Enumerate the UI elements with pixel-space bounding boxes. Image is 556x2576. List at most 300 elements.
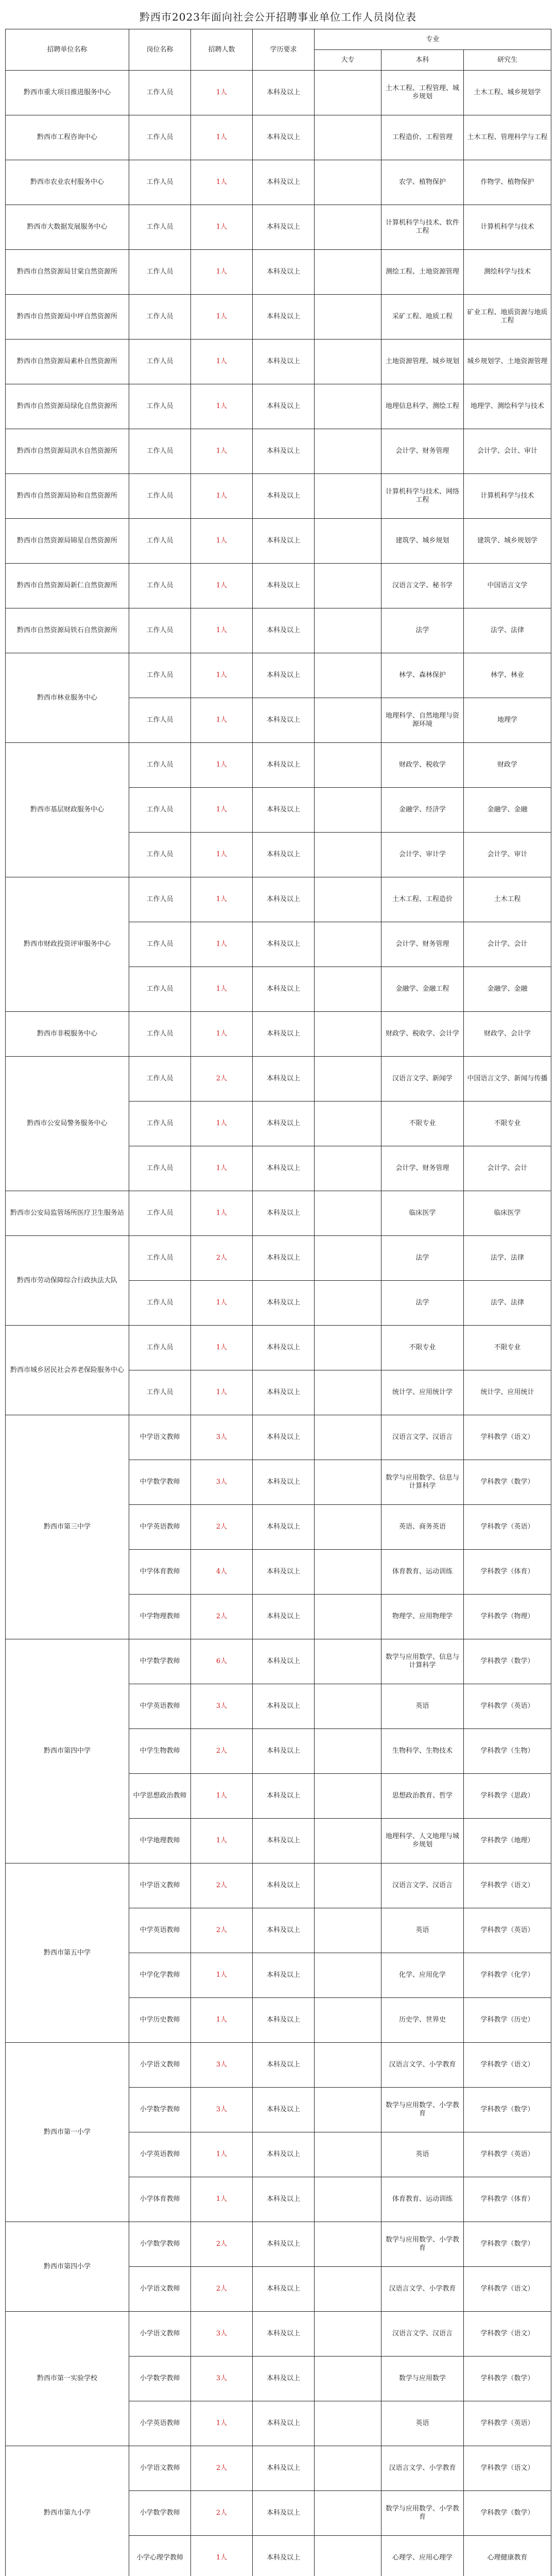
table-row <box>6 384 551 429</box>
unit-name-cell: 黔西市自然资源局绿化自然资源所 <box>6 384 129 429</box>
unit-name-cell: 黔西市自然资源局锦星自然资源所 <box>6 519 129 564</box>
headcount-cell: 1人 <box>191 160 253 205</box>
education-cell: 本科及以上 <box>253 1550 315 1595</box>
post-name-cell: 工作人员 <box>129 1012 191 1057</box>
headcount-cell: 1人 <box>191 205 253 250</box>
table-row <box>6 1236 551 1281</box>
post-name-cell: 工作人员 <box>129 1146 191 1191</box>
headcount-cell: 1人 <box>191 608 253 653</box>
education-cell: 本科及以上 <box>253 1774 315 1819</box>
headcount-cell: 1人 <box>191 922 253 967</box>
major-dazhuan-cell <box>315 2536 381 2576</box>
major-benke-cell: 英语 <box>381 1684 464 1729</box>
major-dazhuan-cell <box>315 2222 381 2267</box>
unit-name-cell: 黔西市财政投资评审服务中心 <box>6 877 129 1012</box>
education-cell: 本科及以上 <box>253 1281 315 1326</box>
major-yanjiusheng-cell: 学科教学（数学） <box>464 1639 551 1684</box>
education-cell: 本科及以上 <box>253 2491 315 2536</box>
headcount-cell: 1人 <box>191 1998 253 2043</box>
unit-name-cell: 黔西市第一小学 <box>6 2043 129 2222</box>
major-benke-cell: 思想政治教育、哲学 <box>381 1774 464 1819</box>
major-benke-cell: 计算机科学与技术、软件工程 <box>381 205 464 250</box>
major-dazhuan-cell <box>315 922 381 967</box>
table-row <box>6 564 551 608</box>
major-dazhuan-cell <box>315 2177 381 2222</box>
major-dazhuan-cell <box>315 2043 381 2088</box>
major-benke-cell: 建筑学、城乡规划 <box>381 519 464 564</box>
major-dazhuan-cell <box>315 1370 381 1415</box>
education-cell: 本科及以上 <box>253 295 315 340</box>
unit-name-cell: 黔西市林业服务中心 <box>6 653 129 743</box>
table-row <box>6 250 551 295</box>
major-dazhuan-cell <box>315 1460 381 1505</box>
major-yanjiusheng-cell: 城乡规划学、土地资源管理 <box>464 340 551 384</box>
major-dazhuan-cell <box>315 2446 381 2491</box>
unit-name-cell: 黔西市自然资源局铁石自然资源所 <box>6 608 129 653</box>
headcount-cell: 2人 <box>191 2446 253 2491</box>
unit-name-cell: 黔西市第四小学 <box>6 2222 129 2312</box>
table-row <box>6 474 551 519</box>
major-yanjiusheng-cell: 学科教学（英语） <box>464 2132 551 2177</box>
major-yanjiusheng-cell: 中国语言文学 <box>464 564 551 608</box>
unit-name-cell: 黔西市工程咨询中心 <box>6 115 129 160</box>
major-yanjiusheng-cell: 学科教学（生物） <box>464 1729 551 1774</box>
headcount-cell: 1人 <box>191 1012 253 1057</box>
headcount-cell: 1人 <box>191 1101 253 1146</box>
major-benke-cell: 体育教育、运动训练 <box>381 2177 464 2222</box>
major-yanjiusheng-cell: 学科教学（英语） <box>464 1684 551 1729</box>
major-yanjiusheng-cell: 学科教学（语文） <box>464 2446 551 2491</box>
major-benke-cell: 数学与应用数学、小学教育 <box>381 2491 464 2536</box>
major-yanjiusheng-cell: 中国语言文学、新闻与传播 <box>464 1057 551 1101</box>
major-dazhuan-cell <box>315 1998 381 2043</box>
major-dazhuan-cell <box>315 2312 381 2357</box>
major-benke-cell: 生物科学、生物技术 <box>381 1729 464 1774</box>
post-name-cell: 小学语文教师 <box>129 2043 191 2088</box>
headcount-cell: 2人 <box>191 2222 253 2267</box>
education-cell: 本科及以上 <box>253 2088 315 2132</box>
major-benke-cell: 地理信息科学、测绘工程 <box>381 384 464 429</box>
major-benke-cell: 地理科学、自然地理与资源环境 <box>381 698 464 743</box>
unit-name-cell: 黔西市公安局警务服务中心 <box>6 1057 129 1191</box>
page-title: 黔西市2023年面向社会公开招聘事业单位工作人员岗位表 <box>140 11 416 23</box>
education-cell: 本科及以上 <box>253 205 315 250</box>
major-yanjiusheng-cell: 学科教学（英语） <box>464 2401 551 2446</box>
post-name-cell: 工作人员 <box>129 1191 191 1236</box>
headcount-cell: 1人 <box>191 1819 253 1863</box>
headcount-cell: 1人 <box>191 2401 253 2446</box>
major-dazhuan-cell <box>315 71 381 115</box>
major-benke-cell: 英语 <box>381 1908 464 1953</box>
headcount-cell: 3人 <box>191 1684 253 1729</box>
major-yanjiusheng-cell: 林学、林业 <box>464 653 551 698</box>
major-benke-cell: 英语 <box>381 2401 464 2446</box>
education-cell: 本科及以上 <box>253 2177 315 2222</box>
headcount-cell: 2人 <box>191 1729 253 1774</box>
unit-name-cell: 黔西市第三中学 <box>6 1415 129 1639</box>
education-cell: 本科及以上 <box>253 340 315 384</box>
major-dazhuan-cell <box>315 2357 381 2401</box>
major-yanjiusheng-cell: 学科教学（数学） <box>464 2088 551 2132</box>
unit-name-cell: 黔西市第九小学 <box>6 2446 129 2576</box>
post-name-cell: 中学历史教师 <box>129 1998 191 2043</box>
post-name-cell: 小学语文教师 <box>129 2446 191 2491</box>
major-benke-cell: 汉语言文学、小学教育 <box>381 2267 464 2312</box>
education-cell: 本科及以上 <box>253 967 315 1012</box>
unit-name-cell: 黔西市自然资源局中坪自然资源所 <box>6 295 129 340</box>
headcount-cell: 1人 <box>191 564 253 608</box>
major-yanjiusheng-cell: 学科教学（语文） <box>464 2043 551 2088</box>
major-dazhuan-cell <box>315 2132 381 2177</box>
education-cell: 本科及以上 <box>253 877 315 922</box>
header-count: 招聘人数 <box>191 29 253 71</box>
major-yanjiusheng-cell: 会计学、会计 <box>464 1146 551 1191</box>
major-benke-cell: 不限专业 <box>381 1101 464 1146</box>
post-name-cell: 工作人员 <box>129 1370 191 1415</box>
major-yanjiusheng-cell: 会计学、会计、审计 <box>464 429 551 474</box>
education-cell: 本科及以上 <box>253 2222 315 2267</box>
header-yanjiusheng: 研究生 <box>464 50 551 71</box>
headcount-cell: 3人 <box>191 2088 253 2132</box>
headcount-cell: 2人 <box>191 2267 253 2312</box>
major-dazhuan-cell <box>315 1505 381 1550</box>
unit-name-cell: 黔西市大数据发展服务中心 <box>6 205 129 250</box>
major-yanjiusheng-cell: 统计学、应用统计 <box>464 1370 551 1415</box>
major-benke-cell: 会计学、财务管理 <box>381 922 464 967</box>
major-benke-cell: 法学 <box>381 1236 464 1281</box>
header-post: 岗位名称 <box>129 29 191 71</box>
education-cell: 本科及以上 <box>253 743 315 788</box>
table-row <box>6 340 551 384</box>
major-yanjiusheng-cell: 土木工程、管理科学与工程 <box>464 115 551 160</box>
post-name-cell: 小学数学教师 <box>129 2088 191 2132</box>
major-benke-cell: 不限专业 <box>381 1326 464 1370</box>
major-dazhuan-cell <box>315 743 381 788</box>
major-dazhuan-cell <box>315 653 381 698</box>
unit-name-cell: 黔西市基层财政服务中心 <box>6 743 129 877</box>
post-name-cell: 工作人员 <box>129 71 191 115</box>
education-cell: 本科及以上 <box>253 1863 315 1908</box>
post-name-cell: 小学英语教师 <box>129 2401 191 2446</box>
post-name-cell: 中学地理教师 <box>129 1819 191 1863</box>
unit-name-cell: 黔西市自然资源局新仁自然资源所 <box>6 564 129 608</box>
major-benke-cell: 工程造价、工程管理 <box>381 115 464 160</box>
major-benke-cell: 数学与应用数学、小学教育 <box>381 2088 464 2132</box>
major-yanjiusheng-cell: 财政学、会计学 <box>464 1012 551 1057</box>
major-benke-cell: 汉语言文学、汉语言 <box>381 1863 464 1908</box>
education-cell: 本科及以上 <box>253 653 315 698</box>
header-row-1 <box>6 29 551 50</box>
post-name-cell: 中学生物教师 <box>129 1729 191 1774</box>
post-name-cell: 工作人员 <box>129 340 191 384</box>
major-yanjiusheng-cell: 学科教学（语文） <box>464 2267 551 2312</box>
post-name-cell: 中学思想政治教师 <box>129 1774 191 1819</box>
education-cell: 本科及以上 <box>253 1326 315 1370</box>
header-major: 专业 <box>315 29 551 50</box>
headcount-cell: 2人 <box>191 1863 253 1908</box>
table-row <box>6 160 551 205</box>
post-name-cell: 工作人员 <box>129 474 191 519</box>
major-benke-cell: 汉语言文学、小学教育 <box>381 2446 464 2491</box>
unit-name-cell: 黔西市自然资源局素朴自然资源所 <box>6 340 129 384</box>
headcount-cell: 1人 <box>191 2132 253 2177</box>
major-dazhuan-cell <box>315 2088 381 2132</box>
major-yanjiusheng-cell: 学科教学（数学） <box>464 2491 551 2536</box>
headcount-cell: 2人 <box>191 1505 253 1550</box>
major-benke-cell: 数学与应用数学、信息与计算科学 <box>381 1460 464 1505</box>
education-cell: 本科及以上 <box>253 1460 315 1505</box>
headcount-cell: 1人 <box>191 295 253 340</box>
post-name-cell: 工作人员 <box>129 295 191 340</box>
major-dazhuan-cell <box>315 1146 381 1191</box>
major-dazhuan-cell <box>315 519 381 564</box>
table-row <box>6 519 551 564</box>
major-dazhuan-cell <box>315 205 381 250</box>
major-dazhuan-cell <box>315 1819 381 1863</box>
major-yanjiusheng-cell: 学科教学（化学） <box>464 1953 551 1998</box>
unit-name-cell: 黔西市重大项目推进服务中心 <box>6 71 129 115</box>
unit-name-cell: 黔西市公安局监管场所医疗卫生服务站 <box>6 1191 129 1236</box>
education-cell: 本科及以上 <box>253 1595 315 1639</box>
major-yanjiusheng-cell: 学科教学（英语） <box>464 1908 551 1953</box>
post-name-cell: 中学物理教师 <box>129 1595 191 1639</box>
headcount-cell: 1人 <box>191 698 253 743</box>
education-cell: 本科及以上 <box>253 1639 315 1684</box>
post-name-cell: 工作人员 <box>129 519 191 564</box>
headcount-cell: 1人 <box>191 1146 253 1191</box>
education-cell: 本科及以上 <box>253 429 315 474</box>
major-benke-cell: 计算机科学与技术、网络工程 <box>381 474 464 519</box>
major-dazhuan-cell <box>315 340 381 384</box>
major-dazhuan-cell <box>315 1326 381 1370</box>
major-benke-cell: 汉语言文学、小学教育 <box>381 2043 464 2088</box>
table-row <box>6 1057 551 1101</box>
header-benke: 本科 <box>381 50 464 71</box>
major-yanjiusheng-cell: 财政学 <box>464 743 551 788</box>
headcount-cell: 1人 <box>191 1953 253 1998</box>
major-dazhuan-cell <box>315 1908 381 1953</box>
headcount-cell: 2人 <box>191 1595 253 1639</box>
headcount-cell: 1人 <box>191 519 253 564</box>
major-yanjiusheng-cell: 不限专业 <box>464 1326 551 1370</box>
education-cell: 本科及以上 <box>253 1415 315 1460</box>
major-benke-cell: 汉语言文学、汉语言 <box>381 2312 464 2357</box>
major-benke-cell: 汉语言文学、汉语言 <box>381 1415 464 1460</box>
major-yanjiusheng-cell: 学科教学（语文） <box>464 1415 551 1460</box>
table-row <box>6 115 551 160</box>
major-dazhuan-cell <box>315 788 381 833</box>
headcount-cell: 1人 <box>191 474 253 519</box>
post-name-cell: 工作人员 <box>129 115 191 160</box>
major-yanjiusheng-cell: 矿业工程、地质资源与地质工程 <box>464 295 551 340</box>
major-benke-cell: 化学、应用化学 <box>381 1953 464 1998</box>
post-name-cell: 工作人员 <box>129 250 191 295</box>
headcount-cell: 3人 <box>191 2312 253 2357</box>
major-benke-cell: 财政学、税收学 <box>381 743 464 788</box>
major-dazhuan-cell <box>315 1595 381 1639</box>
major-dazhuan-cell <box>315 877 381 922</box>
major-benke-cell: 会计学、财务管理 <box>381 429 464 474</box>
headcount-cell: 4人 <box>191 1550 253 1595</box>
headcount-cell: 1人 <box>191 788 253 833</box>
major-yanjiusheng-cell: 学科教学（语文） <box>464 2312 551 2357</box>
major-yanjiusheng-cell: 土木工程、城乡规划学 <box>464 71 551 115</box>
table-row <box>6 2043 551 2088</box>
education-cell: 本科及以上 <box>253 1236 315 1281</box>
headcount-cell: 1人 <box>191 877 253 922</box>
education-cell: 本科及以上 <box>253 1819 315 1863</box>
major-benke-cell: 采矿工程、地质工程 <box>381 295 464 340</box>
major-benke-cell: 心理学、应用心理学 <box>381 2536 464 2576</box>
headcount-cell: 1人 <box>191 653 253 698</box>
major-benke-cell: 土木工程、工程造价 <box>381 877 464 922</box>
major-yanjiusheng-cell: 学科教学（语文） <box>464 1863 551 1908</box>
headcount-cell: 2人 <box>191 1908 253 1953</box>
major-yanjiusheng-cell: 学科教学（地理） <box>464 1819 551 1863</box>
major-benke-cell: 英语、商务英语 <box>381 1505 464 1550</box>
education-cell: 本科及以上 <box>253 1146 315 1191</box>
education-cell: 本科及以上 <box>253 1953 315 1998</box>
major-benke-cell: 体育教育、运动训练 <box>381 1550 464 1595</box>
headcount-cell: 1人 <box>191 1370 253 1415</box>
post-name-cell: 小学数学教师 <box>129 2357 191 2401</box>
major-dazhuan-cell <box>315 474 381 519</box>
post-name-cell: 中学数学教师 <box>129 1639 191 1684</box>
major-benke-cell: 物理学、应用物理学 <box>381 1595 464 1639</box>
education-cell: 本科及以上 <box>253 71 315 115</box>
education-cell: 本科及以上 <box>253 2446 315 2491</box>
education-cell: 本科及以上 <box>253 2536 315 2576</box>
table-row <box>6 1191 551 1236</box>
major-yanjiusheng-cell: 土木工程 <box>464 877 551 922</box>
education-cell: 本科及以上 <box>253 922 315 967</box>
major-dazhuan-cell <box>315 1057 381 1101</box>
major-yanjiusheng-cell: 学科教学（数学） <box>464 2357 551 2401</box>
table-row <box>6 2222 551 2267</box>
headcount-cell: 1人 <box>191 2177 253 2222</box>
major-benke-cell: 汉语言文学、秘书学 <box>381 564 464 608</box>
table-body <box>6 71 551 2576</box>
education-cell: 本科及以上 <box>253 1101 315 1146</box>
education-cell: 本科及以上 <box>253 833 315 877</box>
major-yanjiusheng-cell: 会计学、会计 <box>464 922 551 967</box>
post-name-cell: 工作人员 <box>129 160 191 205</box>
major-yanjiusheng-cell: 临床医学 <box>464 1191 551 1236</box>
major-dazhuan-cell <box>315 1415 381 1460</box>
major-benke-cell: 金融学、金融工程 <box>381 967 464 1012</box>
headcount-cell: 1人 <box>191 429 253 474</box>
major-benke-cell: 汉语言文学、新闻学 <box>381 1057 464 1101</box>
major-yanjiusheng-cell: 法学、法律 <box>464 608 551 653</box>
major-dazhuan-cell <box>315 115 381 160</box>
major-dazhuan-cell <box>315 1953 381 1998</box>
table-row <box>6 205 551 250</box>
post-name-cell: 小学语文教师 <box>129 2267 191 2312</box>
major-dazhuan-cell <box>315 1191 381 1236</box>
post-name-cell: 工作人员 <box>129 1326 191 1370</box>
major-dazhuan-cell <box>315 564 381 608</box>
major-benke-cell: 临床医学 <box>381 1191 464 1236</box>
major-benke-cell: 财政学、税收学、会计学 <box>381 1012 464 1057</box>
major-dazhuan-cell <box>315 1236 381 1281</box>
headcount-cell: 1人 <box>191 967 253 1012</box>
education-cell: 本科及以上 <box>253 2267 315 2312</box>
post-name-cell: 小学数学教师 <box>129 2491 191 2536</box>
post-name-cell: 小学英语教师 <box>129 2132 191 2177</box>
major-dazhuan-cell <box>315 1012 381 1057</box>
major-yanjiusheng-cell: 心理健康教育 <box>464 2536 551 2576</box>
major-benke-cell: 英语 <box>381 2132 464 2177</box>
post-name-cell: 工作人员 <box>129 833 191 877</box>
headcount-cell: 1人 <box>191 1326 253 1370</box>
unit-name-cell: 黔西市第五中学 <box>6 1863 129 2043</box>
education-cell: 本科及以上 <box>253 474 315 519</box>
major-dazhuan-cell <box>315 429 381 474</box>
headcount-cell: 1人 <box>191 340 253 384</box>
post-name-cell: 中学化学教师 <box>129 1953 191 1998</box>
major-yanjiusheng-cell: 学科教学（体育） <box>464 2177 551 2222</box>
post-name-cell: 小学体育教师 <box>129 2177 191 2222</box>
major-benke-cell: 法学 <box>381 1281 464 1326</box>
post-name-cell: 工作人员 <box>129 1236 191 1281</box>
major-yanjiusheng-cell: 学科教学（数学） <box>464 1460 551 1505</box>
major-yanjiusheng-cell: 学科教学（思政） <box>464 1774 551 1819</box>
major-dazhuan-cell <box>315 2491 381 2536</box>
major-benke-cell: 数学与应用数学、信息与计算科学 <box>381 1639 464 1684</box>
headcount-cell: 1人 <box>191 833 253 877</box>
major-yanjiusheng-cell: 学科教学（物理） <box>464 1595 551 1639</box>
headcount-cell: 2人 <box>191 1057 253 1101</box>
post-name-cell: 中学体育教师 <box>129 1550 191 1595</box>
major-benke-cell: 历史学、世界史 <box>381 1998 464 2043</box>
major-dazhuan-cell <box>315 250 381 295</box>
major-dazhuan-cell <box>315 2401 381 2446</box>
post-name-cell: 工作人员 <box>129 564 191 608</box>
education-cell: 本科及以上 <box>253 1729 315 1774</box>
education-cell: 本科及以上 <box>253 115 315 160</box>
headcount-cell: 1人 <box>191 1774 253 1819</box>
education-cell: 本科及以上 <box>253 1191 315 1236</box>
post-name-cell: 中学语文教师 <box>129 1415 191 1460</box>
education-cell: 本科及以上 <box>253 698 315 743</box>
unit-name-cell: 黔西市非税服务中心 <box>6 1012 129 1057</box>
post-name-cell: 工作人员 <box>129 877 191 922</box>
headcount-cell: 1人 <box>191 384 253 429</box>
education-cell: 本科及以上 <box>253 519 315 564</box>
post-name-cell: 小学心理学教师 <box>129 2536 191 2576</box>
major-benke-cell: 土木工程、工程管理、城乡规划 <box>381 71 464 115</box>
major-yanjiusheng-cell: 学科教学（体育） <box>464 1550 551 1595</box>
headcount-cell: 1人 <box>191 1191 253 1236</box>
post-name-cell: 工作人员 <box>129 743 191 788</box>
headcount-cell: 2人 <box>191 2491 253 2536</box>
major-dazhuan-cell <box>315 833 381 877</box>
table-row <box>6 608 551 653</box>
education-cell: 本科及以上 <box>253 1998 315 2043</box>
headcount-cell: 3人 <box>191 2043 253 2088</box>
major-dazhuan-cell <box>315 2267 381 2312</box>
table-row <box>6 1863 551 1908</box>
post-name-cell: 工作人员 <box>129 698 191 743</box>
major-yanjiusheng-cell: 金融学、金融 <box>464 788 551 833</box>
major-yanjiusheng-cell: 计算机科学与技术 <box>464 474 551 519</box>
unit-name-cell: 黔西市农业农村服务中心 <box>6 160 129 205</box>
headcount-cell: 1人 <box>191 1281 253 1326</box>
headcount-cell: 3人 <box>191 1415 253 1460</box>
major-benke-cell: 统计学、应用统计学 <box>381 1370 464 1415</box>
major-benke-cell: 法学 <box>381 608 464 653</box>
post-name-cell: 中学英语教师 <box>129 1908 191 1953</box>
